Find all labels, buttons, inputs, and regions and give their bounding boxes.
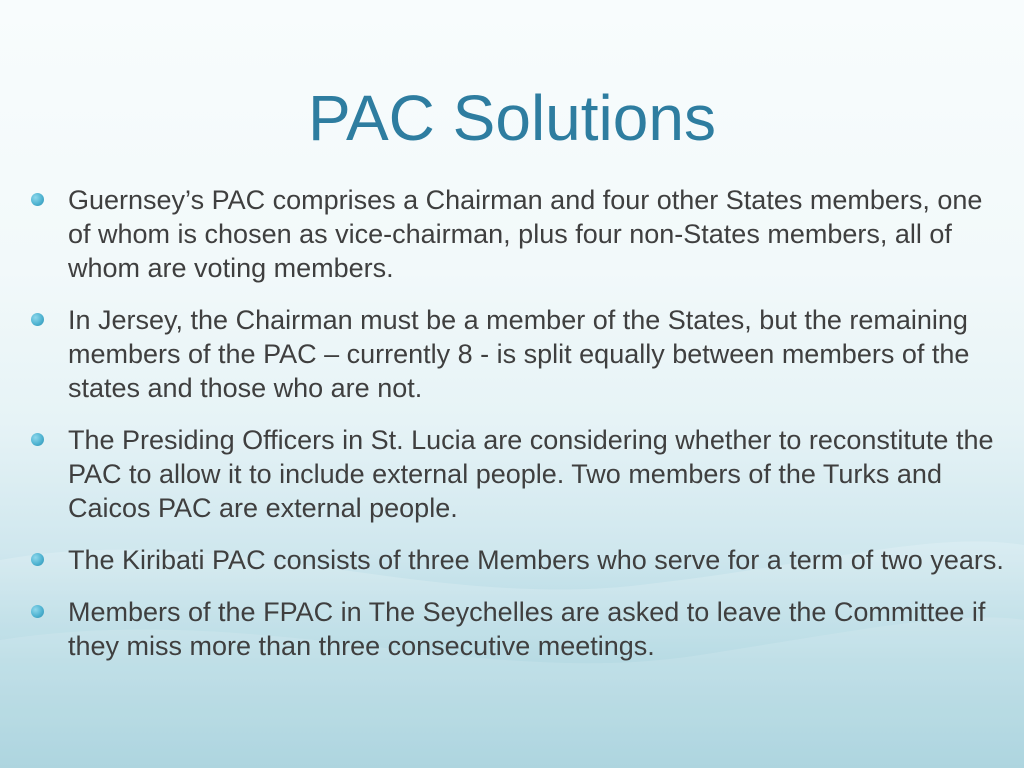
bullet-text: Members of the FPAC in The Seychelles are asked to leave the Committee if they miss more than three consecutive meetings. bbox=[68, 597, 986, 661]
bullet-dot-icon bbox=[31, 193, 44, 206]
bullet-dot-icon bbox=[31, 313, 44, 326]
bullet-dot-icon bbox=[31, 433, 44, 446]
bullet-text: The Kiribati PAC consists of three Members who serve for a term of two years. bbox=[68, 545, 1004, 575]
bullet-list bbox=[28, 183, 1008, 681]
bullet-text: In Jersey, the Chairman must be a member of the States, but the remaining members of the PAC – currently 8 - is split equally between members of the states and those who are not. bbox=[68, 305, 970, 403]
bullet-text: The Presiding Officers in St. Lucia are considering whether to reconstitute the PAC to allow it to include external people. Two members of the Turks and Caicos PAC are external people. bbox=[68, 425, 994, 523]
bullet-dot-icon bbox=[31, 605, 44, 618]
bullet-item-1 bbox=[28, 183, 1008, 285]
bullet-item-2 bbox=[28, 303, 1008, 405]
bullet-item-5 bbox=[28, 595, 1008, 663]
slide-title: PAC Solutions bbox=[308, 82, 716, 154]
bullet-item-3 bbox=[28, 423, 1008, 525]
bullet-dot-icon bbox=[31, 553, 44, 566]
bullet-text: Guernsey’s PAC comprises a Chairman and four other States members, one of whom is chosen as vice-chairman, plus four non-States members, all of whom are voting members. bbox=[68, 185, 983, 283]
bullet-item-4 bbox=[28, 543, 1008, 577]
